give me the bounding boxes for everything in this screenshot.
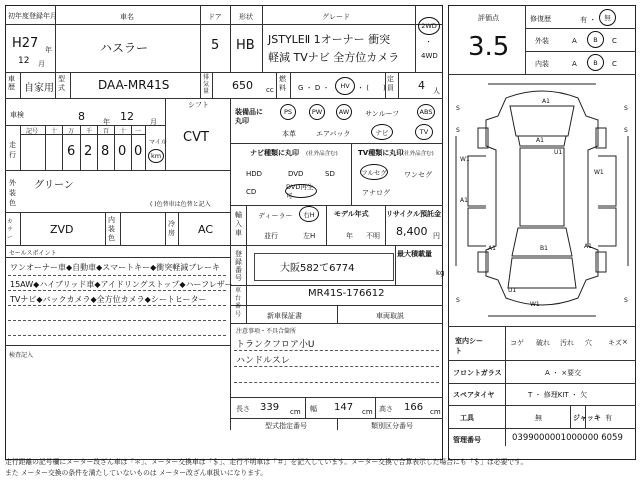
- type-designation-label: 型式指定番号: [265, 422, 307, 430]
- repair-selected: 無: [604, 14, 611, 22]
- import-left-h: 左H: [303, 232, 316, 240]
- use-value: 自家用: [24, 83, 54, 94]
- capacity-unit: 人: [433, 87, 440, 95]
- sheet-stain: 汚れ: [560, 339, 574, 347]
- doors-label: ドア: [208, 13, 222, 21]
- import-right-h-circle: [299, 206, 319, 222]
- fuel-options: G ・ D ・: [298, 84, 330, 92]
- first-reg-label: 初年度登録年月: [8, 12, 57, 20]
- mileage-digit-3: 0: [118, 144, 127, 159]
- car-name: ハスラー: [100, 41, 149, 55]
- mileage-km-circle: [148, 149, 164, 163]
- displacement-value: 650: [232, 79, 253, 92]
- glass-value: A ・ ×要交: [545, 369, 582, 377]
- first-reg-month-suffix: 月: [38, 60, 45, 68]
- equip-leather: 本革: [282, 130, 296, 138]
- mark-s6: S: [624, 127, 628, 134]
- tools-value: 無: [535, 414, 542, 422]
- mileage-digit-h4: 十: [120, 128, 127, 135]
- mileage-record-label: 記号: [26, 128, 39, 135]
- notes-label: 注意事項・不具合箇所: [236, 328, 297, 335]
- tv-oneseg: ワンセグ: [404, 171, 432, 179]
- equip-tv: TV: [419, 128, 429, 136]
- navi-sd: SD: [325, 170, 335, 178]
- mark-w1-rear: W1: [530, 301, 540, 308]
- mark-a1-roof: A1: [536, 137, 544, 144]
- mileage-digit-h2: 千: [86, 128, 93, 135]
- repair-none-circle: [599, 9, 616, 26]
- inspection-year-unit: 年: [103, 118, 110, 126]
- mileage-digit-4: 0: [134, 144, 143, 159]
- registration-label: 登録番号: [235, 250, 242, 282]
- glass-label: フロントガラス: [453, 369, 502, 377]
- width-label: 幅: [310, 405, 317, 413]
- sheet-scratch: キズ: [608, 339, 622, 347]
- sales-line-2: 15AW◆ハイブリッド車◆アイドリングストップ◆ハーフレザー: [10, 280, 233, 289]
- mileage-label: 走行: [9, 141, 16, 159]
- mark-u1: U1: [554, 149, 563, 156]
- sales-line-3: TVナビ◆バックカメラ◆全方位カメラ◆シートヒーター: [10, 295, 207, 304]
- mileage-digit-h5: 一: [135, 128, 142, 135]
- mileage-digit-0: 6: [67, 144, 76, 159]
- import-parallel: 並行: [264, 232, 278, 240]
- score-label: 評価点: [478, 14, 499, 22]
- spare-value: T ・ 修理KIT ・ 欠: [528, 391, 588, 399]
- mileage-digit-h0: 十: [51, 128, 58, 135]
- repair-options: 有 ・: [580, 16, 597, 24]
- equip-tv-circle: [415, 124, 433, 140]
- recycle-label: リサイクル預託金: [386, 210, 442, 218]
- sheet-tear: 破れ: [536, 339, 550, 347]
- recycle-unit: 円: [433, 232, 440, 240]
- car-name-label: 車名: [120, 13, 134, 21]
- mark-s5: S: [456, 127, 460, 134]
- fuel-hv-circle: [335, 77, 355, 95]
- length-value: 339: [260, 402, 280, 413]
- grade-line2: 軽減 TVナビ 全方位カメラ: [268, 51, 400, 64]
- sheet-hole: 穴: [585, 339, 592, 347]
- equip-abs-circle: [417, 104, 435, 120]
- equip-navi-circle: [371, 124, 393, 140]
- navi-dvdplay-circle: [285, 184, 317, 198]
- exterior-grade-a: A: [572, 37, 577, 45]
- navi-cd: CD: [246, 188, 257, 196]
- tools-label: 工具: [460, 414, 474, 422]
- interior-color-label: 内装色: [108, 216, 115, 242]
- footer-line-1: 走行距離の記号欄にメーター改ざん車は「＊」、メーター交換車は「＄」、走行不明車は「＃」を記入しています。メーター交換で合算表示した場合にも「＄」は必要です。: [5, 458, 528, 466]
- mileage-unit-km: km: [150, 152, 162, 160]
- sales-points-label: セールスポイント: [9, 250, 57, 257]
- grade-label: グレード: [322, 13, 350, 21]
- registration-plate: 大阪582て6774: [280, 263, 355, 274]
- navi-dvd: DVD: [288, 170, 304, 178]
- mark-s1: S: [456, 105, 460, 112]
- shape-label: 形状: [239, 13, 253, 21]
- repair-label: 修復歴: [530, 15, 551, 23]
- doors-value: 5: [211, 38, 220, 53]
- exterior-color: グリーン: [34, 180, 74, 191]
- recycle-value: 8,400: [396, 225, 428, 238]
- management-number: 0399000001000000 6059: [512, 433, 623, 443]
- fuel-label: 燃料: [279, 75, 286, 92]
- model-year-year: 年: [346, 232, 353, 240]
- interior-grade-b-circle: [587, 54, 604, 71]
- import-right-h: 右H: [303, 210, 315, 219]
- tv-type-label: TV種類に丸印: [358, 149, 404, 157]
- mark-s4: S: [624, 297, 628, 304]
- equip-ps-circle: [280, 104, 296, 120]
- exterior-grade-c: C: [612, 37, 617, 45]
- interior-grade-b: B: [593, 58, 598, 67]
- drive-2wd: 2WD: [421, 22, 437, 30]
- length-label: 長さ: [236, 405, 250, 413]
- drive-dot: ・: [425, 38, 432, 46]
- fuel-rest: ・ ( ): [357, 84, 386, 92]
- displacement-unit: cc: [266, 86, 274, 94]
- interior-grade-a: A: [572, 60, 577, 68]
- use-label: 車歴: [8, 75, 15, 91]
- equip-pw: PW: [311, 108, 323, 116]
- fuel-selected: HV: [340, 82, 350, 90]
- management-label: 管理番号: [453, 436, 481, 444]
- width-unit: cm: [362, 408, 373, 416]
- equip-airbag: エアバック: [316, 130, 351, 138]
- warranty-label: 新車保証書: [267, 312, 302, 320]
- mark-w1-left: W1: [460, 156, 470, 163]
- interior-grade-label: 内装: [535, 60, 549, 68]
- jack-value: 有: [605, 414, 612, 422]
- footer-line-2: また メーター交換の条件を満たしていないものは メーター改ざん車扱いになります。: [5, 469, 268, 477]
- equip-navi: ナビ: [375, 128, 389, 137]
- inspection-year: 8: [78, 110, 85, 123]
- category-label: 類別区分番号: [371, 422, 413, 430]
- navi-type-label: ナビ種類に丸印: [250, 149, 299, 157]
- capacity-label: 定員: [387, 75, 394, 92]
- mark-a1-rear: A1: [488, 245, 496, 252]
- exterior-grade-b-circle: [587, 31, 604, 48]
- shape-value: HB: [236, 38, 255, 53]
- vin-value: MR41S-176612: [308, 288, 385, 299]
- sheet-burn: コゲ: [510, 339, 524, 347]
- mark-u1-rear: U1: [508, 287, 517, 294]
- ac-value: AC: [198, 223, 214, 236]
- score-value: 3.5: [468, 32, 510, 62]
- model-year-label: モデル年式: [334, 210, 369, 218]
- mileage-digit-h3: 百: [103, 128, 110, 135]
- model-year-unknown: 不明: [366, 232, 380, 240]
- equip-sunroof: サンルーフ: [365, 110, 400, 118]
- equip-abs: ABS: [419, 108, 433, 116]
- equip-pw-circle: [309, 104, 325, 120]
- interior-grade-c: C: [612, 60, 617, 68]
- notes-line-1: トランクフロア小U: [236, 340, 315, 350]
- first-reg-year-suffix: 年: [45, 46, 52, 54]
- mark-s3: S: [456, 297, 460, 304]
- mileage-digit-2: 8: [101, 144, 110, 159]
- capacity-value: 4: [418, 79, 425, 92]
- exterior-grade-label: 外装: [535, 37, 549, 45]
- color-code-label: カラー: [7, 219, 13, 241]
- ac-label: 冷房: [168, 220, 175, 237]
- exterior-label: 外装色: [9, 179, 16, 207]
- equip-ps: PS: [283, 108, 293, 116]
- height-unit: cm: [430, 408, 441, 416]
- tv-fullseg: フルセグ: [361, 168, 387, 177]
- first-reg-era: H27: [12, 36, 39, 51]
- equip-aw-circle: [336, 104, 352, 120]
- tv-analog: アナログ: [362, 189, 390, 197]
- mileage-unit-mile: マイル: [149, 139, 167, 146]
- grade-line1: JSTYLEⅡ 1オーナー 衝突: [268, 33, 391, 46]
- vin-label: 車台番号: [235, 287, 242, 318]
- mark-a1-side: A1: [460, 197, 468, 204]
- sheet-x-mark: ×: [622, 338, 628, 346]
- notes-line-2: ハンドルスレ: [236, 356, 290, 366]
- exterior-note: ( )色替車は色替と記入: [150, 201, 211, 208]
- mileage-digit-h1: 万: [68, 128, 75, 135]
- length-unit: cm: [290, 408, 301, 416]
- model-value: DAA-MR41S: [98, 78, 170, 92]
- import-dealer: ディーラー: [258, 212, 293, 220]
- sales-line-1: ワンオーナー車◆自動車◆スマートキー◆衝突軽減ブレーキ: [10, 263, 220, 272]
- width-value: 147: [334, 402, 354, 413]
- inspector-notes-label: 検査記入: [9, 352, 34, 359]
- drive-4wd: 4WD: [421, 52, 438, 60]
- inspection-month: 12: [120, 110, 134, 123]
- first-reg-month: 12: [18, 56, 30, 66]
- drive-2wd-circle: [418, 17, 440, 35]
- height-label: 高さ: [379, 405, 393, 413]
- mark-a1-front: A1: [542, 98, 550, 105]
- mark-a1-rear2: A1: [584, 243, 592, 250]
- model-label: 型式: [58, 75, 65, 92]
- navi-dvdplay: DVD再生可: [286, 183, 314, 200]
- car-damage-diagram: [448, 76, 636, 326]
- spare-label: スペアタイヤ: [453, 391, 495, 399]
- color-code-value: ZVD: [50, 223, 74, 236]
- tv-type-sub: (社外品含む): [402, 151, 434, 157]
- mileage-digit-1: 2: [84, 144, 93, 159]
- height-value: 166: [404, 402, 424, 413]
- inspection-label: 車検: [10, 111, 24, 119]
- tv-fullseg-circle: [360, 164, 388, 180]
- equip-aw: AW: [338, 108, 350, 116]
- shift-label: シフト: [188, 101, 209, 109]
- max-load-label: 最大積載量: [397, 250, 432, 258]
- exterior-grade-b: B: [593, 35, 598, 44]
- inspection-month-unit: 月: [150, 118, 157, 126]
- navi-type-sub: (社外品含む): [306, 151, 338, 157]
- shift-value: CVT: [183, 130, 209, 145]
- mark-w1-right: W1: [594, 169, 604, 176]
- mark-s2: S: [624, 105, 628, 112]
- import-label: 輸入車: [235, 211, 242, 237]
- interior-sheet-label: 室内シート: [455, 337, 483, 355]
- navi-hdd: HDD: [246, 170, 263, 178]
- equipment-label: 装備品に丸印: [235, 108, 263, 125]
- mark-b1: B1: [540, 245, 548, 252]
- jack-label: ジャッキ: [573, 414, 601, 422]
- displacement-label: 排気量: [203, 74, 210, 95]
- max-load-unit: kg: [436, 269, 445, 277]
- manual-label: 車両取説: [376, 312, 404, 320]
